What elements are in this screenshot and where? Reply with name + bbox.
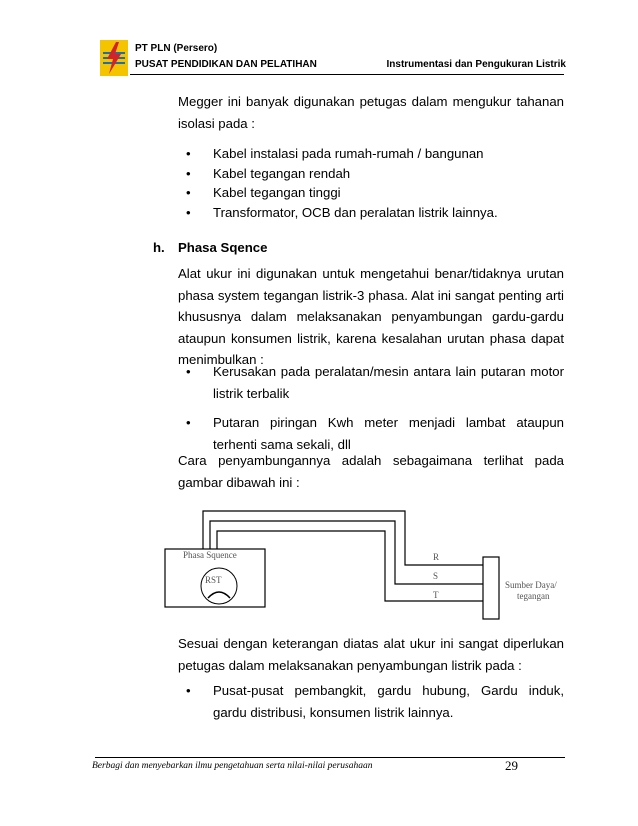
list-item: • Putaran piringan Kwh meter menjadi lambat ataupun terhenti sama sekali, dll <box>186 415 564 452</box>
closing-text: Sesuai dengan keterangan diatas alat ukur ini sangat diperlukan petugas dalam melaksanakan penyambungan listrik pada : <box>178 636 564 673</box>
phase-label-s: S <box>433 571 439 581</box>
header-company: PT PLN (Persero) <box>135 43 218 54</box>
list-item: • Kerusakan pada peralatan/mesin antara lain putaran motor listrik terbalik <box>186 364 564 401</box>
closing-list <box>186 680 564 731</box>
list-item: • Transformator, OCB dan peralatan listrik lainnya. <box>186 204 498 220</box>
section-description: Alat ukur ini digunakan untuk mengetahui benar/tidaknya urutan phasa system tegangan listrik-3 phasa. Alat ini sangat penting arti khususnya dalam melaksanakan penyambungan gardu-gardu ataupun konsumen listrik, karena kesalahan urutan phasa dapat menimbulkan : <box>178 266 564 367</box>
header-divider <box>130 74 564 75</box>
megger-list <box>186 144 566 222</box>
page-number: 29 <box>505 758 518 773</box>
pln-logo <box>100 40 128 76</box>
source-box <box>483 557 499 619</box>
dial-needle-arc <box>208 592 230 598</box>
megger-intro: Megger ini banyak digunakan petugas dalam mengukur tahanan isolasi pada : <box>178 94 564 131</box>
list-item: • Kabel tegangan rendah <box>186 165 351 181</box>
dial-label: RST <box>205 575 222 585</box>
list-item: • Kabel tegangan tinggi <box>186 185 341 200</box>
phase-label-r: R <box>433 552 440 562</box>
dial <box>201 568 237 604</box>
phase-sequence-diagram <box>150 505 570 625</box>
instrument-label: Phasa Squence <box>183 550 237 560</box>
source-label-line1: Sumber Daya/ <box>505 580 557 590</box>
list-item: • Kabel instalasi pada rumah-rumah / bangunan <box>186 146 484 161</box>
section-letter: h. <box>153 240 165 255</box>
effects-list <box>186 361 564 463</box>
footer-divider <box>95 757 565 758</box>
list-item: • Pusat-pusat pembangkit, gardu hubung, Gardu induk, gardu distribusi, konsumen listrik lainnya. <box>186 683 564 720</box>
source-label-line2: tegangan <box>517 591 550 601</box>
connection-text: Cara penyambungannya adalah sebagaimana terlihat pada gambar dibawah ini : <box>178 453 564 490</box>
header-department: PUSAT PENDIDIKAN DAN PELATIHAN <box>135 59 317 70</box>
header-subject: Instrumentasi dan Pengukuran Listrik <box>386 59 566 70</box>
footer-motto: Berbagi dan menyebarkan ilmu pengetahuan serta nilai-nilai perusahaan <box>92 761 373 771</box>
phase-label-t: T <box>433 590 439 600</box>
section-title: Phasa Sqence <box>178 240 268 255</box>
